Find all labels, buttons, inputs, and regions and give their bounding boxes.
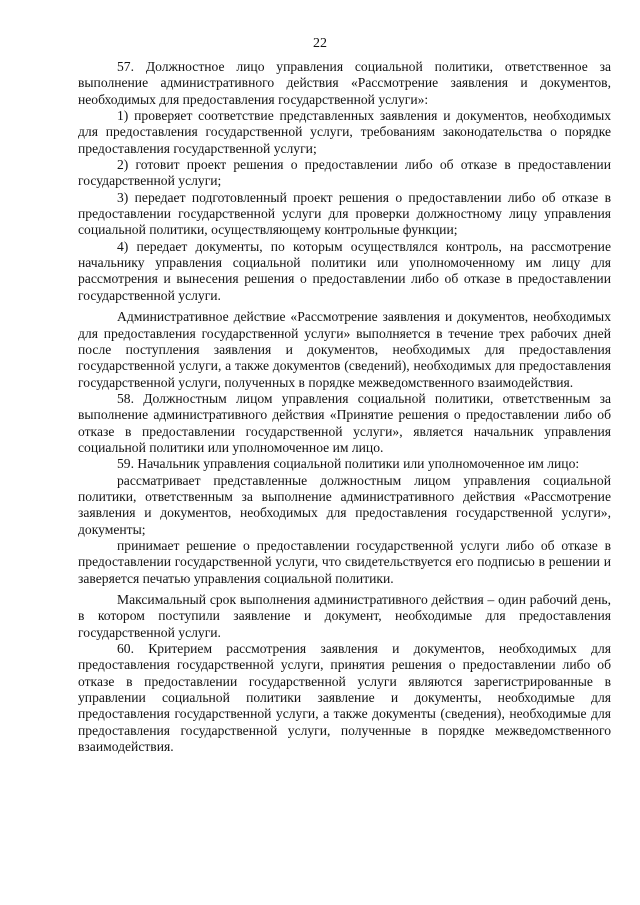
- document-body: [78, 59, 611, 755]
- paragraph-60: 60. Критерием рассмотрения заявления и документов, необходимых для предоставления государственной услуги, принятия решения о предоставлении либо об отказе в предоставлении государственной услуги являются зарегистрированные в управлении социальной политики заявление и документы, необходимые для предоставления государственной услуги, а также документы (сведения), необходимые для предоставления государственной услуги, полученные в порядке межведомственного взаимодействия.: [78, 641, 611, 755]
- paragraph-59-item-2: принимает решение о предоставлении государственной услуги либо об отказе в предоставлении государственной услуги, что свидетельствуется его подписью в решении и заверяется печатью управления социальной политики.: [78, 537, 611, 586]
- paragraph-58: 58. Должностным лицом управления социальной политики, ответственным за выполнение административного действия «Принятие решения о предоставлении либо об отказе в предоставлении государственной услуги», является начальник управления социальной политики или уполномоченное им лицо.: [78, 390, 611, 455]
- paragraph-57-item-1: 1) проверяет соответствие представленных заявления и документов, необходимых для предоставления государственной услуги, требованиям законодательства о порядке предоставления государственной услуги;: [78, 108, 611, 156]
- paragraph-59: 59. Начальник управления социальной политики или уполномоченное им лицо:: [117, 456, 580, 472]
- paragraph-57: 57. Должностное лицо управления социальной политики, ответственное за выполнение административного действия «Рассмотрение заявления и документов, необходимых для предоставления государственной услуги»:: [78, 59, 611, 107]
- paragraph-57-deadline: Административное действие «Рассмотрение заявления и документов, необходимых для предоставления государственной услуги» выполняется в течение трех рабочих дней после поступления заявления и документов, необходимых для предоставления государственной услуги, а также документов (сведений), необходимых для предоставления государственной услуги, полученных в порядке межведомственного взаимодействия.: [78, 309, 611, 390]
- paragraph-57-item-2: 2) готовит проект решения о предоставлении либо об отказе в предоставлении государственной услуги;: [78, 157, 611, 189]
- paragraph-57-item-4: 4) передает документы, по которым осуществлялся контроль, на рассмотрение начальнику управления социальной политики или уполномоченному им лицу для рассмотрения и вынесения решения о предоставлении либо об отказе в предоставлении государственной услуги.: [78, 238, 611, 303]
- paragraph-57-item-3: 3) передает подготовленный проект решения о предоставлении либо об отказе в предоставлении государственной услуги для проверки должностному лицу управления социальной политики, осуществляющему контрольные функции;: [78, 189, 611, 238]
- paragraph-59-item-1: рассматривает представленные должностным лицом управления социальной политики, ответственным за выполнение административного действия «Рассмотрение заявления и документов, необходимых для предоставления государственной услуги», документы;: [78, 472, 611, 537]
- page-number: 22: [313, 36, 327, 51]
- paragraph-59-deadline: Максимальный срок выполнения административного действия – один рабочий день, в котором поступили заявление и документ, необходимые для предоставления государственной услуги.: [78, 592, 611, 640]
